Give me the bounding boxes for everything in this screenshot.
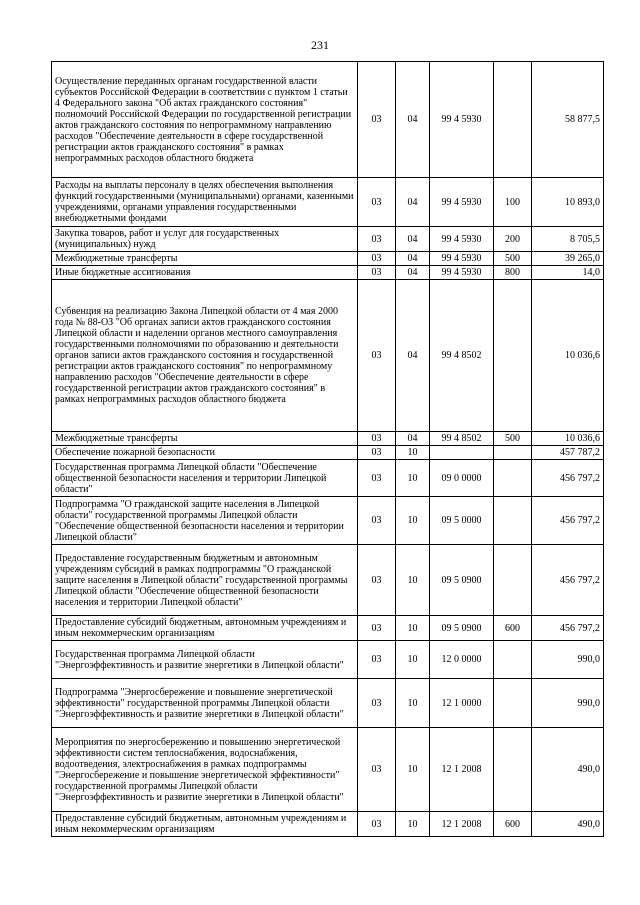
row-expense-type: 500 [494,252,532,266]
table-row [52,252,604,266]
row-name: Субвенция на реализацию Закона Липецкой области от 4 мая 2000 года № 88-ОЗ "Об органах записи актов гражданского состояния Липецкой области и наделении органов местного самоуправления государственными полномочиями по образованию и деятельности органов записи актов гражданского состояния и государственной регистрации актов гражданского состояния" по непрограммному направлению расходов "Обеспечение деятельности в сфере государственной регистрации актов гражданского состояния" в рамках непрограммных расходов областного бюджета [52,280,358,432]
table-row [52,460,604,497]
row-subsection: 10 [396,616,430,641]
row-target-article: 09 0 0000 [430,460,494,497]
row-name: Подпрограмма "Энергосбережение и повышение энергетической эффективности" государственной программы Липецкой области "Энергоэффективность и развитие энергетики в Липецкой области" [52,679,358,728]
row-subsection: 10 [396,446,430,460]
row-name: Расходы на выплаты персоналу в целях обеспечения выполнения функций государственными (муниципальными) органами, казенными учреждениями, органами управления государственными внебюджетными фондами [52,178,358,227]
row-name: Закупка товаров, работ и услуг для государственных (муниципальных) нужд [52,227,358,252]
budget-table-body [52,62,604,837]
row-amount: 456 797,2 [532,497,604,545]
table-row [52,227,604,252]
row-section: 03 [358,446,396,460]
table-row [52,679,604,728]
row-expense-type: 200 [494,227,532,252]
row-section: 03 [358,252,396,266]
row-name: Обеспечение пожарной безопасности [52,446,358,460]
row-name: Предоставление субсидий бюджетным, автономным учреждениям и иным некоммерческим организациям [52,616,358,641]
table-row [52,641,604,679]
row-amount: 58 877,5 [532,62,604,178]
row-section: 03 [358,679,396,728]
row-expense-type [494,545,532,616]
row-expense-type [494,280,532,432]
row-subsection: 04 [396,280,430,432]
row-target-article: 99 4 5930 [430,227,494,252]
row-amount: 456 797,2 [532,616,604,641]
row-target-article: 12 0 0000 [430,641,494,679]
row-amount: 10 036,6 [532,432,604,446]
row-target-article: 12 1 2008 [430,812,494,837]
row-amount: 457 787,2 [532,446,604,460]
row-amount: 490,0 [532,728,604,812]
row-subsection: 10 [396,679,430,728]
row-expense-type: 500 [494,432,532,446]
row-section: 03 [358,616,396,641]
page-number: 231 [311,38,329,52]
row-expense-type [494,446,532,460]
table-row [52,728,604,812]
table-row [52,62,604,178]
row-subsection: 10 [396,812,430,837]
row-expense-type [494,641,532,679]
row-amount: 990,0 [532,641,604,679]
row-amount: 456 797,2 [532,545,604,616]
row-name: Мероприятия по энергосбережению и повышению энергетической эффективности систем теплоснабжения, водоснабжения, водоотведения, электроснабжения в рамках подпрограммы "Энергосбережение и повышение энергетической эффективности" государственной программы Липецкой области "Энергоэффективность и развитие энергетики в Липецкой области" [52,728,358,812]
table-row [52,497,604,545]
budget-table [51,61,604,837]
row-target-article: 09 5 0900 [430,545,494,616]
row-target-article: 99 4 8502 [430,432,494,446]
row-name: Государственная программа Липецкой области "Энергоэффективность и развитие энергетики в Липецкой области" [52,641,358,679]
row-subsection: 10 [396,641,430,679]
row-subsection: 10 [396,497,430,545]
table-row [52,432,604,446]
row-section: 03 [358,227,396,252]
row-expense-type [494,460,532,497]
row-section: 03 [358,280,396,432]
row-expense-type [494,728,532,812]
table-row [52,178,604,227]
row-expense-type: 600 [494,616,532,641]
row-amount: 990,0 [532,679,604,728]
row-target-article: 12 1 2008 [430,728,494,812]
row-target-article: 09 5 0900 [430,616,494,641]
row-section: 03 [358,812,396,837]
row-subsection: 04 [396,432,430,446]
row-expense-type: 600 [494,812,532,837]
row-target-article: 99 4 5930 [430,266,494,280]
row-amount: 8 705,5 [532,227,604,252]
row-subsection: 10 [396,460,430,497]
row-subsection: 10 [396,545,430,616]
row-name: Предоставление субсидий бюджетным, автономным учреждениям и иным некоммерческим организациям [52,812,358,837]
row-expense-type: 800 [494,266,532,280]
row-target-article: 09 5 0000 [430,497,494,545]
row-target-article [430,446,494,460]
row-amount: 10 893,0 [532,178,604,227]
row-target-article: 99 4 5930 [430,62,494,178]
row-amount: 39 265,0 [532,252,604,266]
row-name: Межбюджетные трансферты [52,252,358,266]
row-amount: 456 797,2 [532,460,604,497]
table-row [52,446,604,460]
row-name: Межбюджетные трансферты [52,432,358,446]
row-amount: 490,0 [532,812,604,837]
row-section: 03 [358,497,396,545]
row-target-article: 99 4 5930 [430,252,494,266]
table-row [52,280,604,432]
row-name: Подпрограмма "О гражданской защите населения в Липецкой области" государственной программы Липецкой области "Обеспечение общественной безопасности населения и территории Липецкой области" [52,497,358,545]
row-name: Предоставление государственным бюджетным и автономным учреждениям субсидий в рамках подпрограммы "О гражданской защите населения в Липецкой области" государственной программы Липецкой области "Обеспечение общественной безопасности населения и территории Липецкой области" [52,545,358,616]
row-subsection: 04 [396,178,430,227]
row-section: 03 [358,178,396,227]
table-row [52,266,604,280]
row-amount: 10 036,6 [532,280,604,432]
row-name: Осуществление переданных органам государственной власти субъектов Российской Федерации в соответствии с пунктом 1 статьи 4 Федерального закона "Об актах гражданского состояния" полномочий Российской Федерации по государственной регистрации актов гражданского состояния по непрограммному направлению расходов "Обеспечение деятельности в сфере государственной регистрации актов гражданского состояния" в рамках непрограммных расходов областного бюджета [52,62,358,178]
row-expense-type [494,497,532,545]
row-amount: 14,0 [532,266,604,280]
row-subsection: 04 [396,266,430,280]
row-subsection: 04 [396,62,430,178]
row-target-article: 99 4 8502 [430,280,494,432]
row-section: 03 [358,432,396,446]
row-target-article: 12 1 0000 [430,679,494,728]
table-row [52,545,604,616]
row-target-article: 99 4 5930 [430,178,494,227]
row-section: 03 [358,641,396,679]
row-section: 03 [358,460,396,497]
row-section: 03 [358,728,396,812]
row-subsection: 10 [396,728,430,812]
row-expense-type [494,679,532,728]
row-expense-type: 100 [494,178,532,227]
row-subsection: 04 [396,227,430,252]
table-row [52,812,604,837]
row-expense-type [494,62,532,178]
row-section: 03 [358,62,396,178]
row-name: Государственная программа Липецкой области "Обеспечение общественной безопасности населения и территории Липецкой области" [52,460,358,497]
row-section: 03 [358,266,396,280]
table-row [52,616,604,641]
row-section: 03 [358,545,396,616]
row-name: Иные бюджетные ассигнования [52,266,358,280]
row-subsection: 04 [396,252,430,266]
